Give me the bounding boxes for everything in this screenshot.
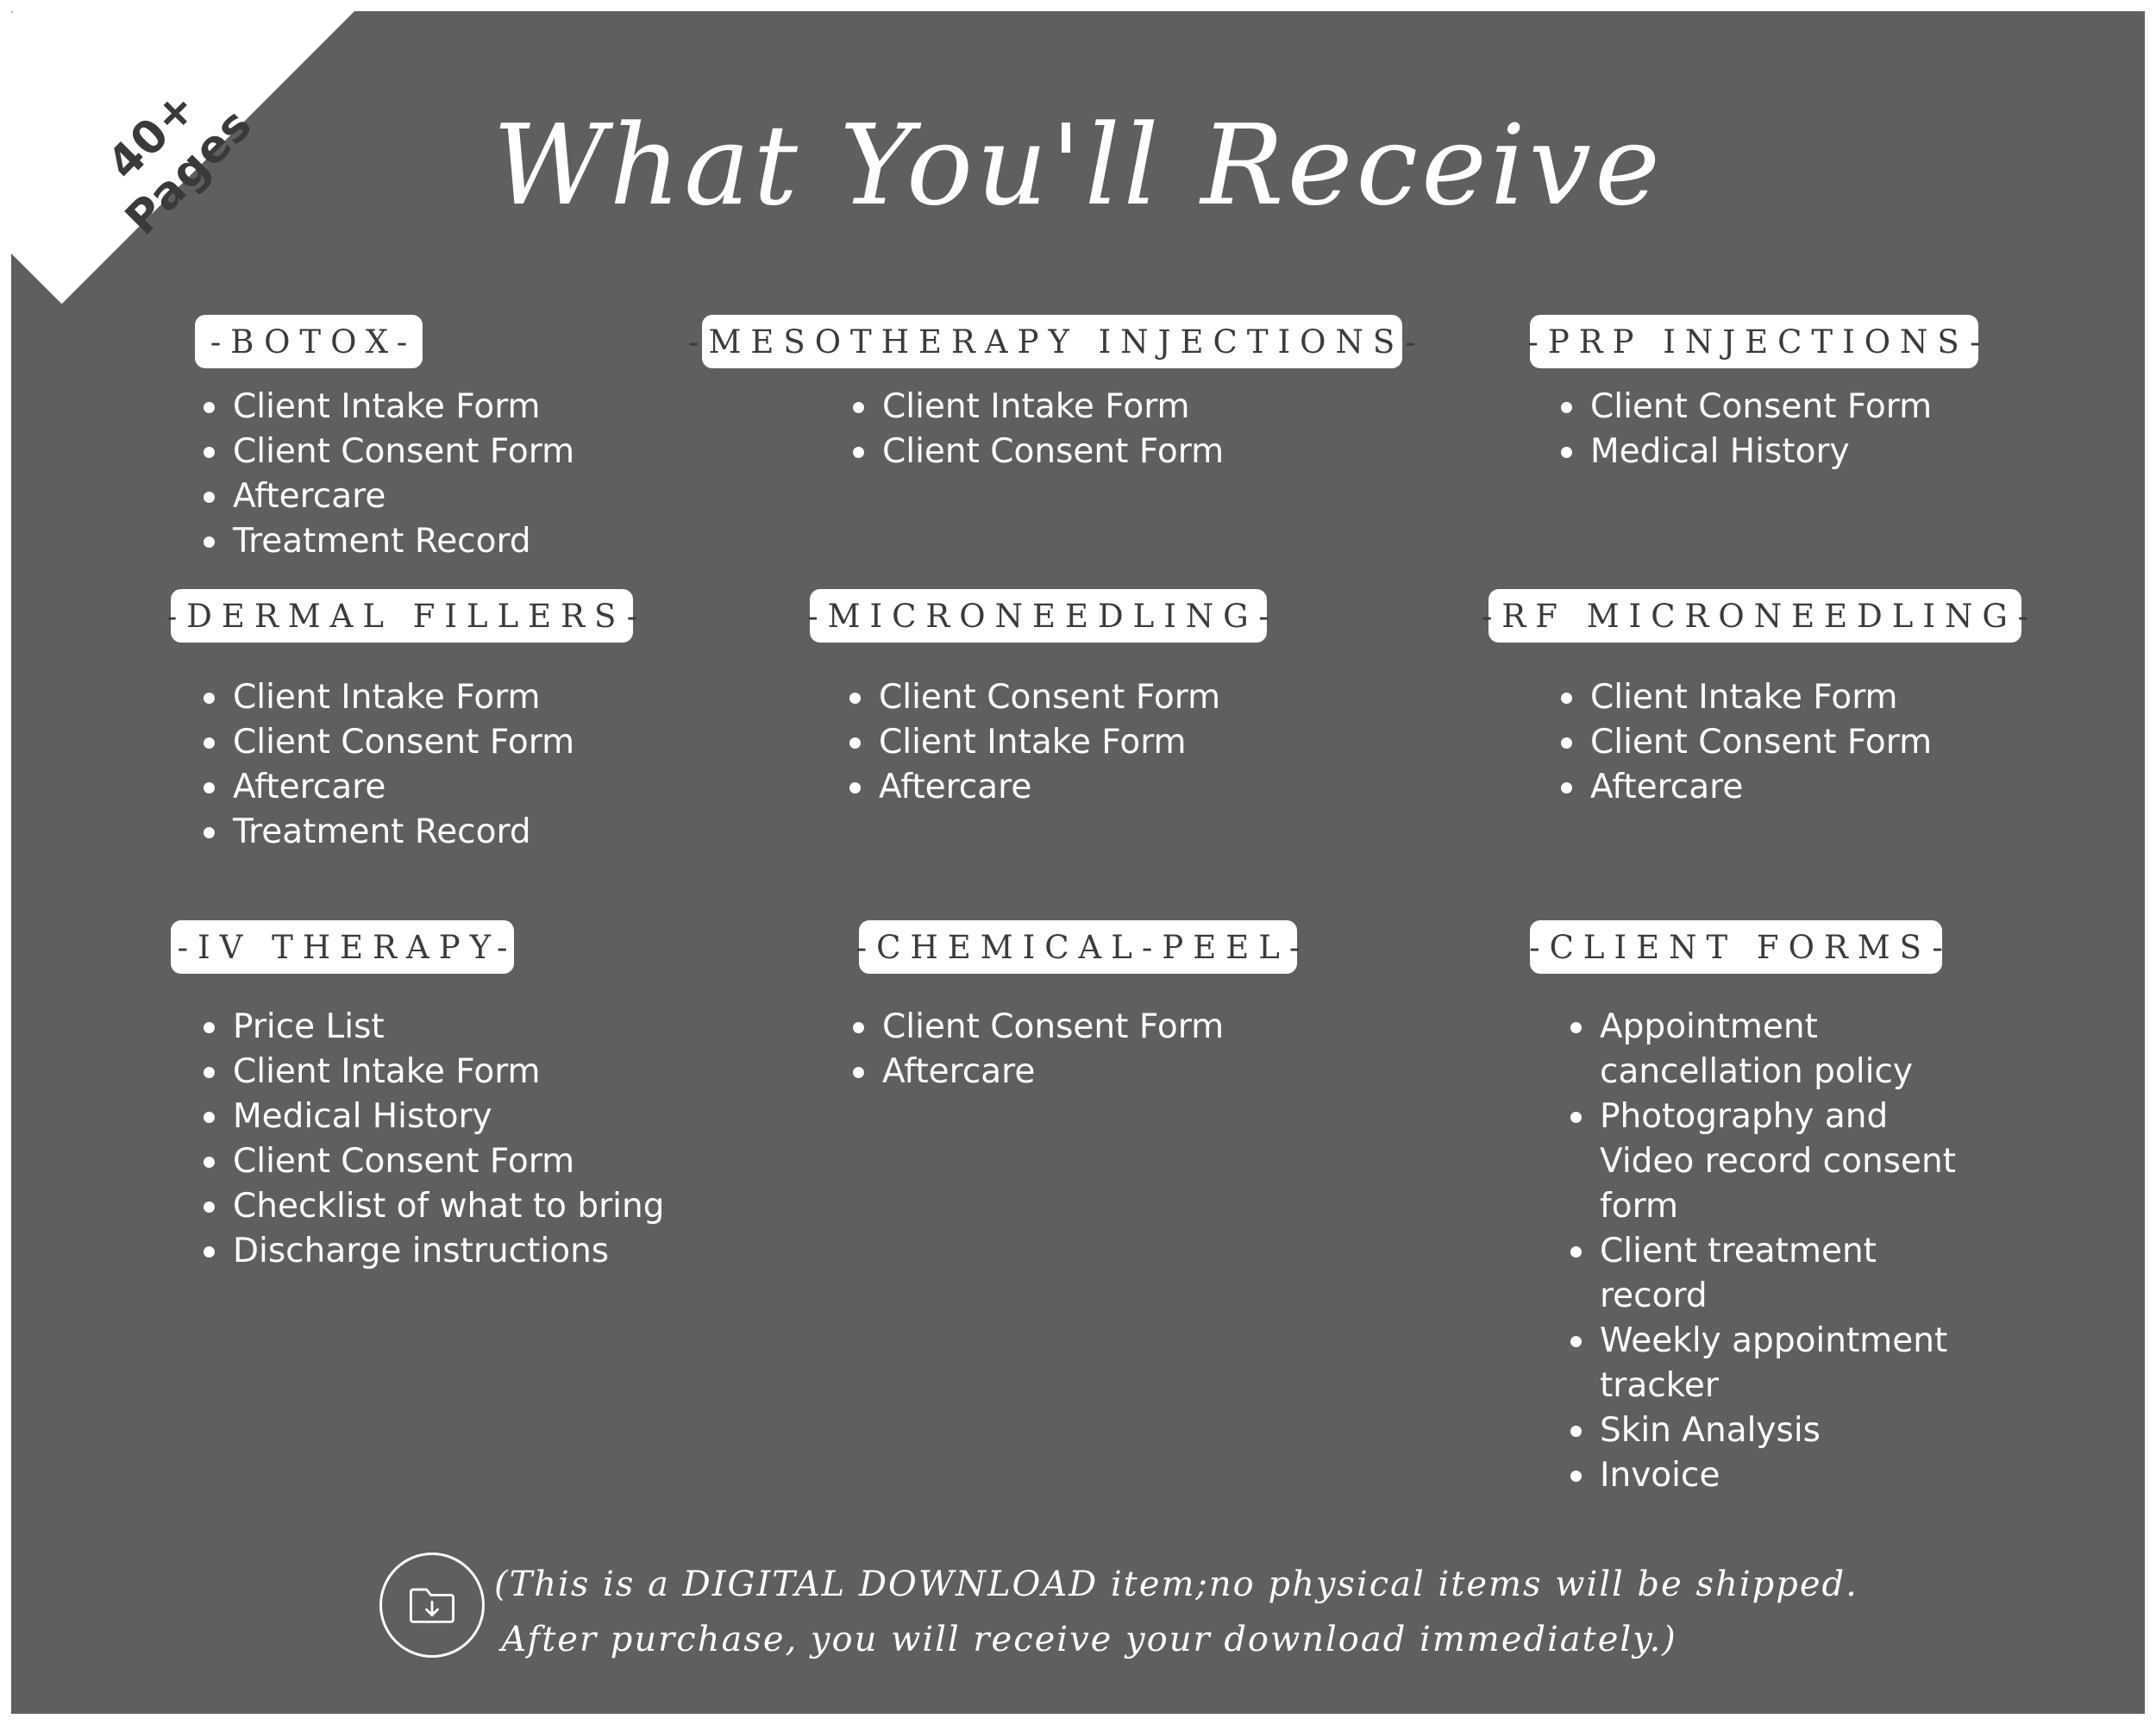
section-heading-dermal-fillers: -DERMAL FILLERS-: [171, 589, 633, 643]
list-item: Skin Analysis: [1569, 1408, 1974, 1453]
list-item: Client Intake Form: [851, 385, 1282, 430]
list-item: Client Consent Form: [202, 430, 633, 474]
list-item: Client Consent Form: [202, 720, 633, 765]
list-item: Client Intake Form: [202, 1050, 685, 1095]
notice-line-2: After purchase, you will receive your download immediately.): [501, 1620, 1677, 1659]
list-item: Aftercare: [851, 1050, 1282, 1095]
section-list-rf-microneedling: [1559, 675, 1990, 810]
list-item: Client Intake Form: [202, 385, 633, 430]
section-list-iv-therapy: [202, 1005, 685, 1274]
section-heading-prp-injections: -PRP INJECTIONS-: [1530, 315, 1978, 368]
list-item: Client treatment record: [1569, 1229, 1974, 1319]
section-list-botox: [202, 385, 633, 564]
section-list-chemical-peel: [851, 1005, 1282, 1095]
list-item: Medical History: [1559, 430, 1990, 474]
list-item: Treatment Record: [202, 810, 633, 855]
section-heading-botox: -BOTOX-: [195, 315, 423, 368]
list-item: Appointment cancellation policy: [1569, 1005, 1974, 1095]
section-heading-chemical-peel: -CHEMICAL-PEEL-: [859, 920, 1297, 974]
section-heading-iv-therapy: -IV THERAPY-: [171, 920, 514, 974]
list-item: Aftercare: [202, 474, 633, 519]
list-item: Aftercare: [848, 765, 1279, 810]
product-panel: [11, 11, 2145, 1714]
folder-download-icon: [379, 1552, 485, 1658]
section-heading-rf-microneedling: -RF MICRONEEDLING-: [1489, 589, 2021, 643]
section-list-dermal-fillers: [202, 675, 633, 855]
list-item: Weekly appointment tracker: [1569, 1319, 1974, 1408]
list-item: Aftercare: [202, 765, 633, 810]
list-item: Client Intake Form: [848, 720, 1279, 765]
list-item: Client Consent Form: [1559, 720, 1990, 765]
list-item: Aftercare: [1559, 765, 1990, 810]
list-item: Photography and Video record consent form: [1569, 1095, 1974, 1229]
list-item: Client Consent Form: [1559, 385, 1990, 430]
section-heading-client-forms: -CLIENT FORMS-: [1530, 920, 1942, 974]
list-item: Client Consent Form: [848, 675, 1279, 720]
section-list-microneedling: [848, 675, 1279, 810]
list-item: Client Intake Form: [202, 675, 633, 720]
notice-line-1: (This is a DIGITAL DOWNLOAD item;no physical items will be shipped.: [494, 1565, 1858, 1604]
list-item: Invoice: [1569, 1453, 1974, 1498]
list-item: Price List: [202, 1005, 685, 1050]
list-item: Client Intake Form: [1559, 675, 1990, 720]
list-item: Discharge instructions: [202, 1229, 685, 1274]
list-item: Treatment Record: [202, 519, 633, 564]
pages-badge: 40+ Pages: [97, 80, 263, 246]
section-list-client-forms: [1569, 1005, 1974, 1498]
section-list-mesotherapy: [851, 385, 1282, 474]
list-item: Client Consent Form: [851, 1005, 1282, 1050]
page-title: What You'll Receive: [492, 102, 1664, 230]
digital-download-notice: [494, 1557, 1858, 1667]
section-list-prp-injections: [1559, 385, 1990, 474]
section-heading-mesotherapy: -MESOTHERAPY INJECTIONS-: [702, 315, 1402, 368]
list-item: Checklist of what to bring: [202, 1184, 685, 1229]
list-item: Medical History: [202, 1095, 685, 1139]
list-item: Client Consent Form: [851, 430, 1282, 474]
section-heading-microneedling: -MICRONEEDLING-: [810, 589, 1267, 643]
list-item: Client Consent Form: [202, 1139, 685, 1184]
